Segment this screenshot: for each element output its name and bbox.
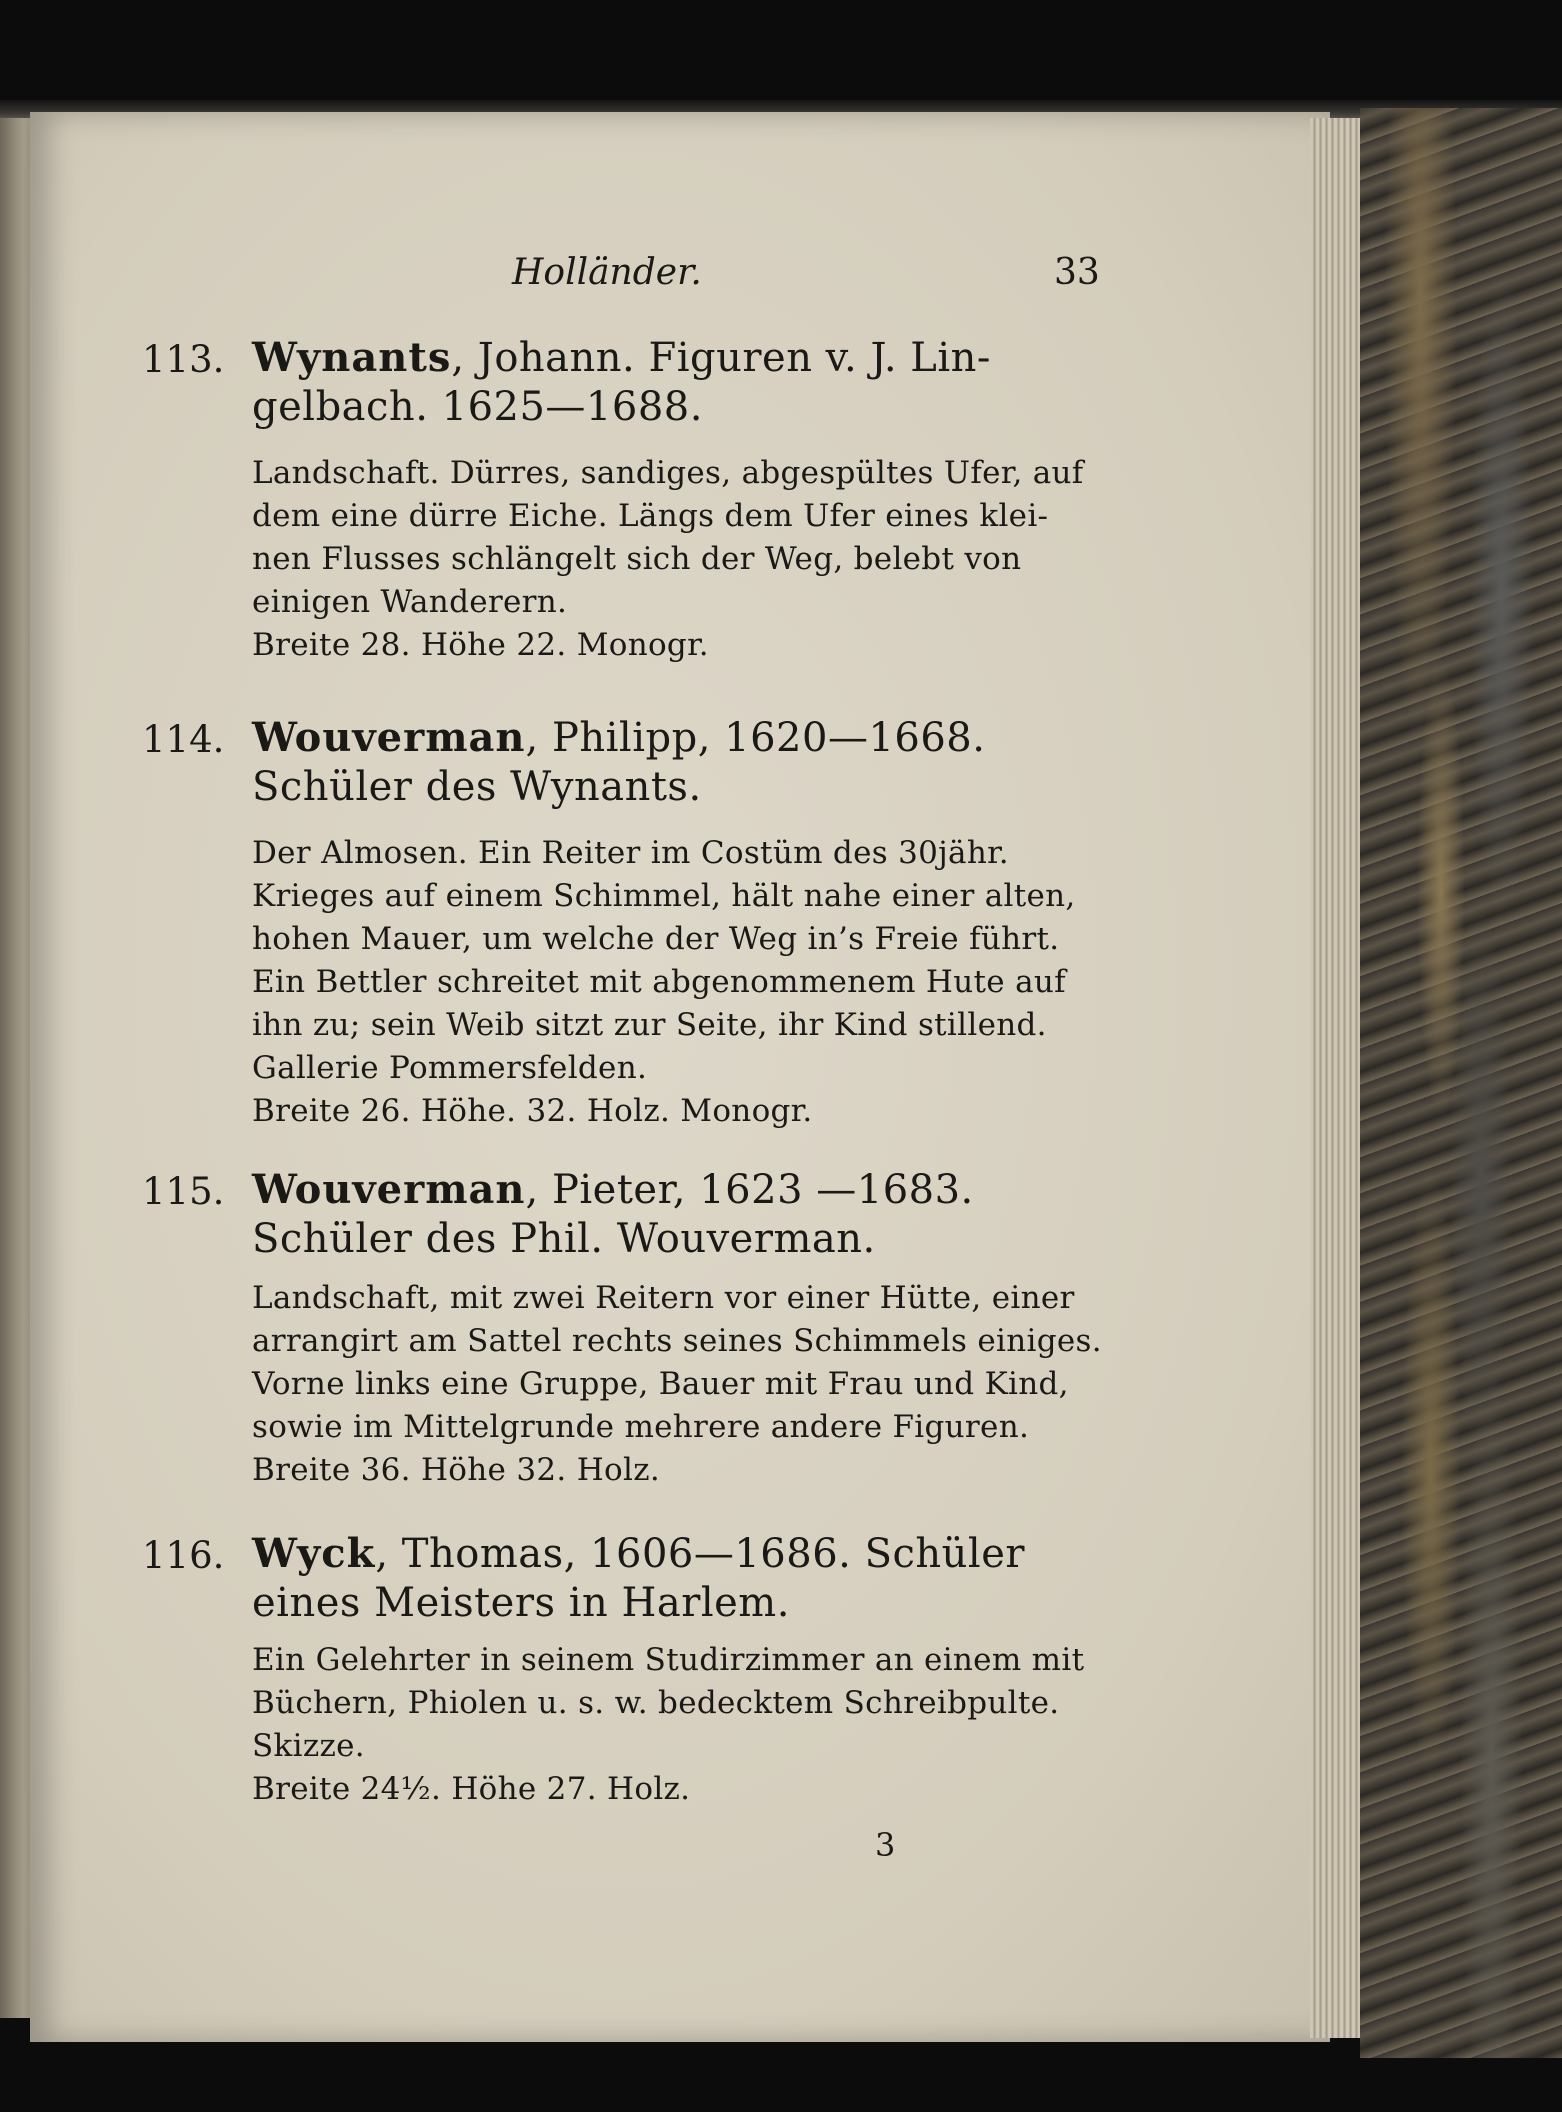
description-line: Skizze. bbox=[252, 1728, 365, 1764]
artist-details: , Philipp, 1620—1668. bbox=[525, 715, 986, 761]
description-line: Gallerie Pommersfelden. bbox=[252, 1050, 648, 1086]
dimensions-line: Breite 26. Höhe. 32. Holz. Monogr. bbox=[252, 1093, 813, 1129]
description-line: Landschaft, mit zwei Reitern vor einer Hütte, einer bbox=[252, 1280, 1075, 1316]
artist-name: Wouverman bbox=[252, 1166, 526, 1213]
entry-number: 113. bbox=[142, 338, 225, 381]
entry-number: 115. bbox=[142, 1170, 225, 1213]
description-line: sowie im Mittelgrunde mehrere andere Figuren. bbox=[252, 1409, 1030, 1445]
description-line: dem eine dürre Eiche. Längs dem Ufer eines klei- bbox=[252, 498, 1049, 534]
artist-details: , Pieter, 1623 —1683. bbox=[525, 1167, 974, 1213]
running-head-title: Holländer. bbox=[512, 252, 702, 293]
entry-heading-line2: eines Meisters in Harlem. bbox=[252, 1580, 790, 1626]
description-line: ihn zu; sein Weib sitzt zur Seite, ihr Kind stillend. bbox=[252, 1007, 1047, 1043]
entry-heading-line2: Schüler des Phil. Wouverman. bbox=[252, 1216, 876, 1262]
signature-mark: 3 bbox=[875, 1826, 896, 1864]
entry-heading bbox=[252, 1166, 974, 1213]
page-stack-edge bbox=[1310, 118, 1366, 2038]
description-line: Ein Bettler schreitet mit abgenommenem Hute auf bbox=[252, 964, 1066, 1000]
entry-heading bbox=[252, 1530, 1025, 1577]
entry-heading-line2: Schüler des Wynants. bbox=[252, 764, 702, 810]
dimensions-line: Breite 28. Höhe 22. Monogr. bbox=[252, 627, 709, 663]
entry-heading bbox=[252, 334, 991, 381]
description-line: nen Flusses schlängelt sich der Weg, belebt von bbox=[252, 541, 1022, 577]
entry-heading bbox=[252, 714, 985, 761]
description-line: Krieges auf einem Schimmel, hält nahe einer alten, bbox=[252, 878, 1076, 914]
artist-details: , Thomas, 1606—1686. Schüler bbox=[375, 1531, 1025, 1577]
entry-number: 114. bbox=[142, 718, 225, 761]
marbled-cover bbox=[1360, 108, 1562, 2058]
description-line: Landschaft. Dürres, sandiges, abgespültes Ufer, auf bbox=[252, 455, 1084, 491]
dimensions-line: Breite 36. Höhe 32. Holz. bbox=[252, 1452, 660, 1488]
description-line: arrangirt am Sattel rechts seines Schimmels einiges. bbox=[252, 1323, 1102, 1359]
artist-name: Wouverman bbox=[252, 714, 526, 761]
description-line: einigen Wanderern. bbox=[252, 584, 568, 620]
entry-number: 116. bbox=[142, 1534, 225, 1577]
page-number: 33 bbox=[1054, 252, 1100, 293]
artist-name: Wynants bbox=[252, 334, 452, 381]
dimensions-line: Breite 24½. Höhe 27. Holz. bbox=[252, 1771, 691, 1807]
description-line: hohen Mauer, um welche der Weg in’s Freie führt. bbox=[252, 921, 1060, 957]
entry-heading-line2: gelbach. 1625—1688. bbox=[252, 384, 703, 430]
description-line: Vorne links eine Gruppe, Bauer mit Frau und Kind, bbox=[252, 1366, 1069, 1402]
artist-name: Wyck bbox=[252, 1530, 376, 1577]
description-line: Ein Gelehrter in seinem Studirzimmer an einem mit bbox=[252, 1642, 1085, 1678]
artist-details: , Johann. Figuren v. J. Lin- bbox=[451, 335, 991, 381]
description-line: Der Almosen. Ein Reiter im Costüm des 30jähr. bbox=[252, 835, 1009, 871]
description-line: Büchern, Phiolen u. s. w. bedecktem Schreibpulte. bbox=[252, 1685, 1060, 1721]
